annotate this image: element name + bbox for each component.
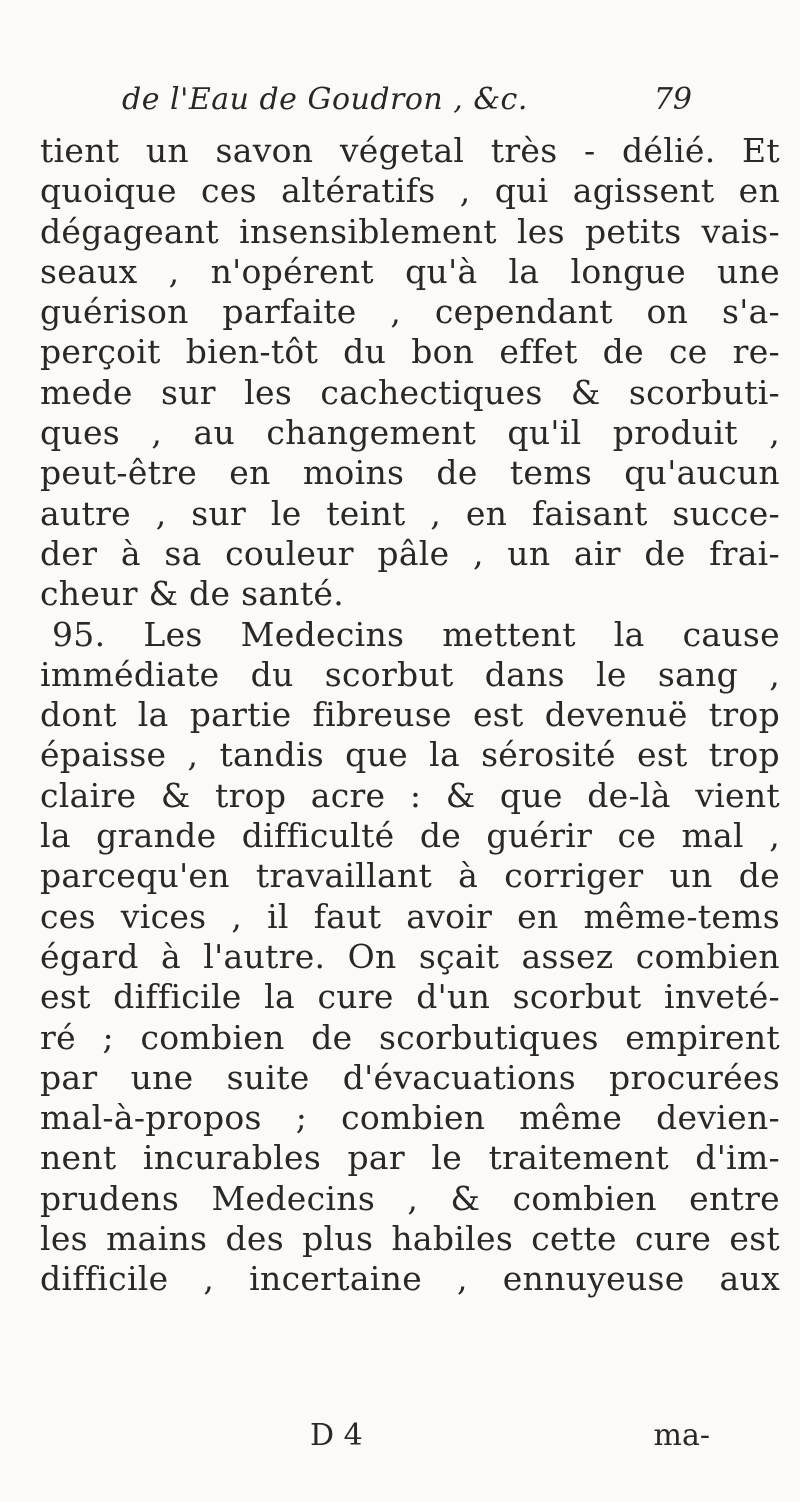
paragraph-start-line: 95. Les Medecins mettent la cause xyxy=(52,614,780,654)
text-line: dégageant insensiblement les petits vais- xyxy=(40,211,780,251)
text-line: autre , sur le teint , en faisant succe- xyxy=(40,493,780,533)
text-line: mal-à-propos ; combien même devien- xyxy=(40,1098,780,1138)
body-text xyxy=(40,131,780,1300)
catchword: ma- xyxy=(653,1418,710,1453)
page-number: 79 xyxy=(653,82,692,117)
text-line: ces vices , il faut avoir en même-tems xyxy=(40,896,780,936)
text-line: cheur & de santé. xyxy=(40,574,345,614)
text-line: immédiate du scorbut dans le sang , xyxy=(40,654,780,694)
text-line: guérison parfaite , cependant on s'a- xyxy=(40,292,780,332)
text-line: claire & trop acre : & que de-là vient xyxy=(40,775,780,815)
text-line: par une suite d'évacuations procurées xyxy=(40,1057,780,1097)
text-line: est difficile la cure d'un scorbut inveté- xyxy=(40,977,780,1017)
text-line: dont la partie fibreuse est devenuë trop xyxy=(40,695,780,735)
page-footer xyxy=(310,1418,710,1458)
signature-mark: D 4 xyxy=(310,1418,363,1453)
text-line: perçoit bien-tôt du bon effet de ce re- xyxy=(40,332,780,372)
text-line: mede sur les cachectiques & scorbuti- xyxy=(40,372,780,412)
text-line: quoique ces altératifs , qui agissent en xyxy=(40,171,780,211)
text-line: ré ; combien de scorbutiques empirent xyxy=(40,1017,780,1057)
running-title: de l'Eau de Goudron , &c. xyxy=(122,82,528,117)
text-line: seaux , n'opérent qu'à la longue une xyxy=(40,251,780,291)
text-line: difficile , incertaine , ennuyeuse aux xyxy=(40,1259,780,1299)
text-line: der à sa couleur pâle , un air de frai- xyxy=(40,533,780,573)
text-line: prudens Medecins , & combien entre xyxy=(40,1178,780,1218)
text-line: les mains des plus habiles cette cure est xyxy=(40,1219,780,1259)
text-line: la grande difficulté de guérir ce mal , xyxy=(40,816,780,856)
text-line: égard à l'autre. On sçait assez combien xyxy=(40,936,780,976)
text-line: parcequ'en travaillant à corriger un de xyxy=(40,856,780,896)
text-line: peut-être en moins de tems qu'aucun xyxy=(40,453,780,493)
text-line: tient un savon végetal très - délié. Et xyxy=(40,131,780,170)
text-line: nent incurables par le traitement d'im- xyxy=(40,1138,780,1178)
text-line: épaisse , tandis que la sérosité est trop xyxy=(40,735,780,775)
page-header xyxy=(122,82,692,122)
text-line: ques , au changement qu'il produit , xyxy=(40,413,780,453)
